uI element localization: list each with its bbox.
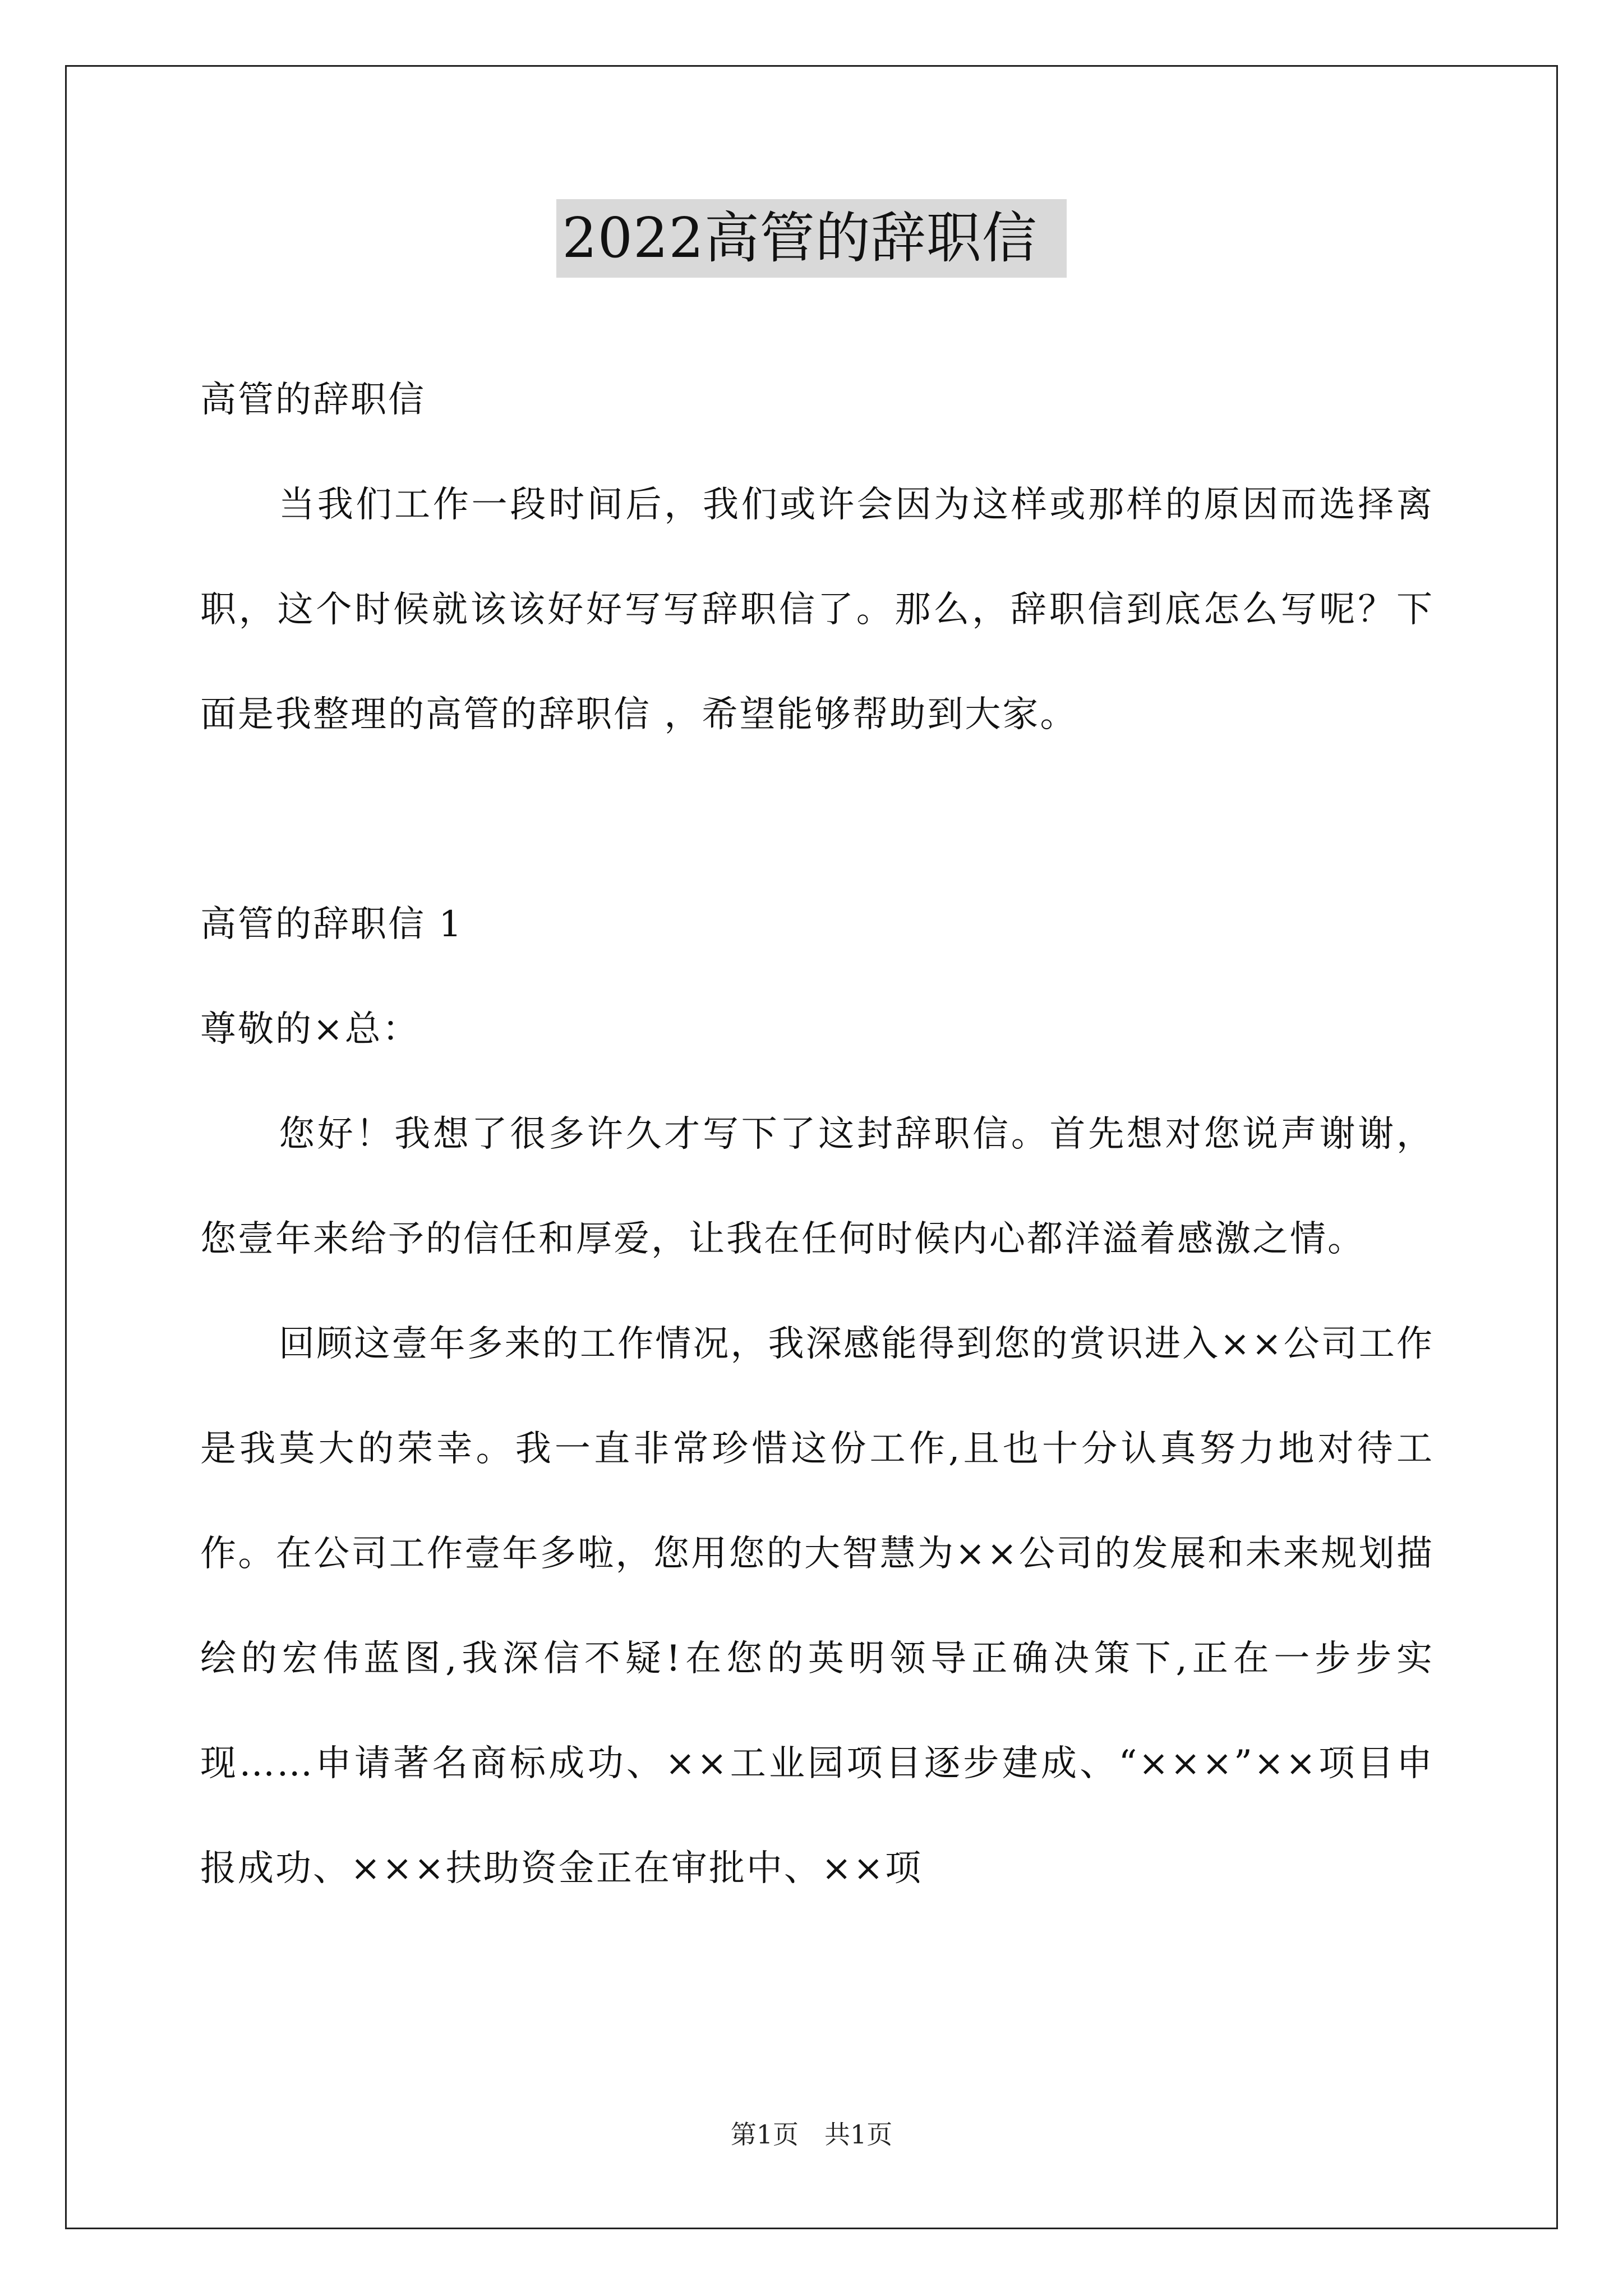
title-container [0,199,1623,278]
page-footer: 第1页 共1页 [730,2119,893,2150]
document-body [200,348,1434,1921]
body-paragraph-2: 回顾这壹年多来的工作情况，我深感能得到您的赏识进入××公司工作是我莫大的荣幸。我一直非常珍惜这份工作,且也十分认真努力地对待工作。在公司工作壹年多啦，您用您的大智慧为××公司的发展和未来规划描绘的宏伟蓝图,我深信不疑!在您的英明领导正确决策下,正在一步步实现……申请著名商标成功、××工业园项目逐步建成、“×××”××项目申报成功、×××扶助资金正在审批中、××项 [200,1323,1434,1889]
intro-paragraph: 当我们工作一段时间后，我们或许会因为这样或那样的原因而选择离职，这个时候就该该好好写写辞职信了。那么，辞职信到底怎么写呢？下面是我整理的高管的辞职信 ，希望能够帮助到大家。 [200,484,1434,735]
section-heading: 高管的辞职信 1 [200,904,464,945]
body-paragraph-1: 您好！我想了很多许久才写下了这封辞职信。首先想对您说声谢谢，您壹年来给予的信任和厚爱，让我在任何时候内心都洋溢着感激之情。 [200,1114,1434,1260]
document-title: 2022高管的辞职信 [556,199,1066,278]
subtitle: 高管的辞职信 [200,379,426,421]
salutation: 尊敬的×总： [200,1009,420,1050]
